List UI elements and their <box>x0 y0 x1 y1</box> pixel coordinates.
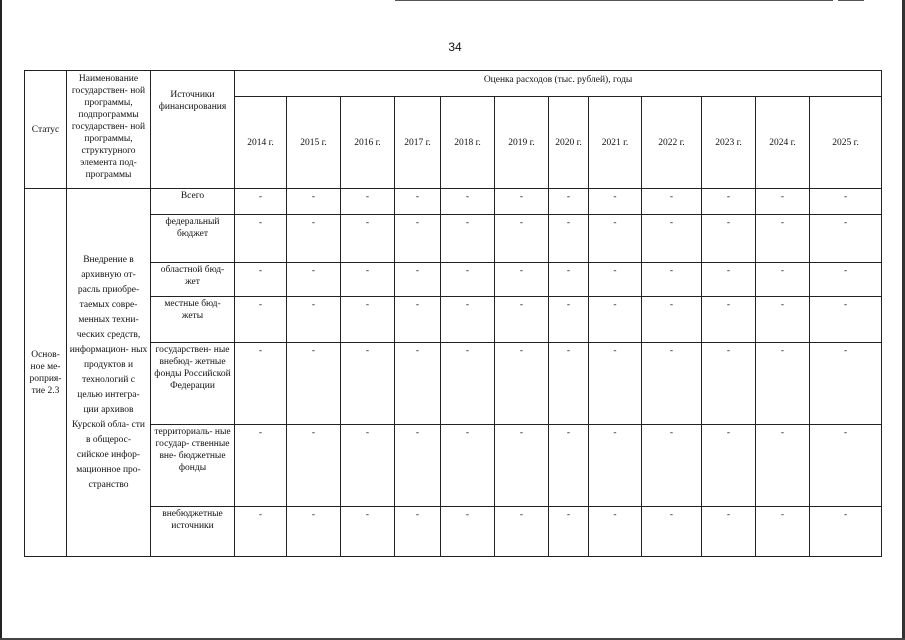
value-cell: - <box>341 507 395 557</box>
value-cell: - <box>495 215 549 263</box>
value-cell: - <box>642 263 702 297</box>
value-cell: - <box>642 425 702 507</box>
value-cell: - <box>395 343 441 425</box>
value-cell: - <box>642 507 702 557</box>
source-label: областной бюд- жет <box>151 263 235 297</box>
table-row <box>25 425 882 507</box>
value-cell: - <box>549 189 589 215</box>
value-cell: - <box>589 189 642 215</box>
value-cell: - <box>235 215 287 263</box>
table-row <box>25 343 882 425</box>
value-cell: - <box>589 215 642 263</box>
value-cell: - <box>810 263 882 297</box>
value-cell: - <box>235 263 287 297</box>
header-status: Статус <box>25 71 67 189</box>
value-cell: - <box>589 507 642 557</box>
value-cell: - <box>341 189 395 215</box>
value-cell: - <box>549 425 589 507</box>
source-label: местные бюд- жеты <box>151 297 235 343</box>
value-cell: - <box>395 189 441 215</box>
value-cell: - <box>235 189 287 215</box>
value-cell: - <box>441 425 495 507</box>
header-estimate: Оценка расходов (тыс. рублей), годы <box>235 71 882 97</box>
value-cell: - <box>589 263 642 297</box>
header-year: 2025 г. <box>810 97 882 189</box>
value-cell: - <box>642 297 702 343</box>
table-row <box>25 189 882 215</box>
value-cell: - <box>441 189 495 215</box>
value-cell: - <box>341 263 395 297</box>
source-label: государствен- ные внебюд- жетные фонды Российской Федерации <box>151 343 235 425</box>
value-cell: - <box>287 215 341 263</box>
value-cell: - <box>495 425 549 507</box>
value-cell: - <box>589 343 642 425</box>
header-year: 2014 г. <box>235 97 287 189</box>
value-cell: - <box>810 189 882 215</box>
value-cell: - <box>756 425 810 507</box>
header-name: Наименование государствен- ной программы, подпрограммы государствен- ной программы, структурного элемента под- программы <box>67 71 151 189</box>
value-cell: - <box>235 425 287 507</box>
value-cell: - <box>549 507 589 557</box>
value-cell: - <box>495 297 549 343</box>
value-cell: - <box>810 215 882 263</box>
value-cell: - <box>756 343 810 425</box>
header-year: 2020 г. <box>549 97 589 189</box>
value-cell: - <box>702 297 756 343</box>
value-cell: - <box>702 263 756 297</box>
value-cell: - <box>702 425 756 507</box>
value-cell: - <box>395 425 441 507</box>
value-cell: - <box>549 343 589 425</box>
value-cell: - <box>441 297 495 343</box>
value-cell: - <box>395 297 441 343</box>
top-rule-short <box>838 0 864 1</box>
value-cell: - <box>702 507 756 557</box>
header-year: 2017 г. <box>395 97 441 189</box>
value-cell: - <box>287 263 341 297</box>
value-cell: - <box>235 507 287 557</box>
value-cell: - <box>756 297 810 343</box>
page-number: 34 <box>448 40 462 54</box>
value-cell: - <box>341 215 395 263</box>
value-cell: - <box>341 343 395 425</box>
value-cell: - <box>756 215 810 263</box>
value-cell: - <box>441 215 495 263</box>
value-cell: - <box>495 263 549 297</box>
header-sources <box>151 71 235 189</box>
value-cell: - <box>810 425 882 507</box>
table-row <box>25 297 882 343</box>
header-year: 2015 г. <box>287 97 341 189</box>
value-cell: - <box>287 343 341 425</box>
scan-edge-left <box>0 0 2 640</box>
value-cell: - <box>287 189 341 215</box>
value-cell: - <box>810 507 882 557</box>
source-label: внебюджетные источники <box>151 507 235 557</box>
value-cell: - <box>395 263 441 297</box>
value-cell: - <box>287 507 341 557</box>
header-year: 2023 г. <box>702 97 756 189</box>
value-cell: - <box>642 189 702 215</box>
value-cell: - <box>589 425 642 507</box>
header-sources-label: Источники финансирования <box>158 90 227 112</box>
value-cell: - <box>495 343 549 425</box>
value-cell: - <box>642 343 702 425</box>
value-cell: - <box>287 425 341 507</box>
value-cell: - <box>810 343 882 425</box>
value-cell: - <box>810 297 882 343</box>
header-year: 2021 г. <box>589 97 642 189</box>
value-cell: - <box>756 189 810 215</box>
source-label: федеральный бюджет <box>151 215 235 263</box>
value-cell: - <box>702 343 756 425</box>
value-cell: - <box>441 263 495 297</box>
top-rule <box>395 0 833 1</box>
value-cell: - <box>702 189 756 215</box>
value-cell: - <box>341 425 395 507</box>
header-year: 2022 г. <box>642 97 702 189</box>
header-year: 2024 г. <box>756 97 810 189</box>
value-cell: - <box>395 507 441 557</box>
source-label: территориаль- ные государ- ственные вне- бюджетные фонды <box>151 425 235 507</box>
value-cell: - <box>589 297 642 343</box>
value-cell: - <box>287 297 341 343</box>
status-cell: Основ- ное ме- роприя- тие 2.3 <box>25 189 67 557</box>
value-cell: - <box>441 343 495 425</box>
value-cell: - <box>235 297 287 343</box>
value-cell: - <box>549 297 589 343</box>
value-cell: - <box>495 189 549 215</box>
program-name-cell: Внедрение в архивную от- расль приобре- таемых совре- менных техни- ческих средств, информацион- ных продуктов и технологий с целью интегра- ции архивов Курской обла- сти в общерос- сийское инфор- мационное про- странство <box>67 189 151 557</box>
value-cell: - <box>756 507 810 557</box>
table-row <box>25 215 882 263</box>
value-cell: - <box>549 215 589 263</box>
source-label: Всего <box>151 189 235 215</box>
value-cell: - <box>756 263 810 297</box>
value-cell: - <box>441 507 495 557</box>
header-year: 2016 г. <box>341 97 395 189</box>
value-cell: - <box>235 343 287 425</box>
header-year: 2018 г. <box>441 97 495 189</box>
budget-table <box>24 70 882 557</box>
table-row <box>25 507 882 557</box>
header-year: 2019 г. <box>495 97 549 189</box>
value-cell: - <box>341 297 395 343</box>
value-cell: - <box>702 215 756 263</box>
value-cell: - <box>495 507 549 557</box>
value-cell: - <box>395 215 441 263</box>
table-row <box>25 263 882 297</box>
value-cell: - <box>642 215 702 263</box>
value-cell: - <box>549 263 589 297</box>
